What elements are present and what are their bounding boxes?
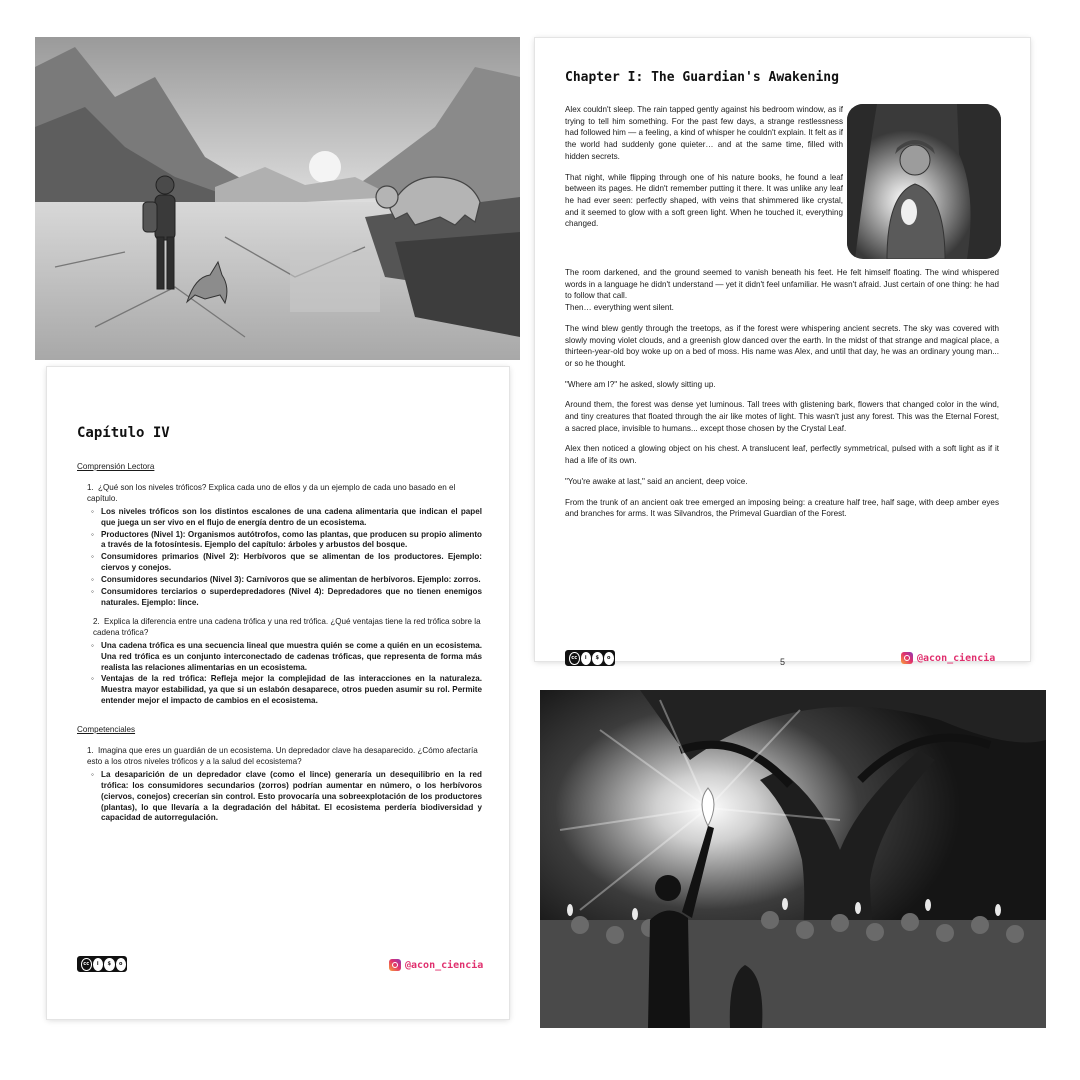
instagram-handle[interactable] [901,652,995,664]
paragraph: Alex then noticed a glowing object on his chest. A translucent leaf, perfectly symmetrical, pulsed with a soft light as if it had a life of its own. [565,444,999,466]
handle-text: @acon_ciencia [405,959,484,971]
section-heading-skills: Competenciales [77,725,136,735]
chapter-title: Chapter I: The Guardian's Awakening [565,70,839,85]
cc-by-nc-sa-icon: cc i $ o [77,956,127,972]
question [77,483,482,505]
answer-list [77,507,482,609]
answer-item: ◦ Ventajas de la red trófica: Refleja mejor la complejidad de las interacciones en la naturaleza. Muestra mayor estabilidad, ya que si un eslabón desaparece, otros pueden asumir su rol. Permite entender mejor el impacto de cambios en el ecosistema. [93,674,482,707]
section-heading-reading: Comprensión Lectora [77,462,155,471]
paragraph: The room darkened, and the ground seemed to vanish beneath his feet. He felt himself floating. The wind whispered words in a language he didn't understand — yet it didn't feel unfamiliar. He wasn't afraid. Just certain of one thing: he had to follow that call. [565,268,999,301]
question-number: 1. [87,746,94,756]
paragraph: Around them, the forest was dense yet luminous. Tall trees with glistening bark, flowers that changed color in the wind, and tiny creatures that floated through the air like motes of light. This wasn't just any forest. This was the Eternal Forest, a sacred place, invisible to humans... except those chosen by the Crystal Leaf. [565,400,999,433]
question-number: 2. [93,616,100,626]
answer-item: ◦ La desaparición de un depredador clave (como el lince) generaría un desequilibrio en la red trófica: los consumidores secundarios (zorros) podrían aumentar en número, o los herbívoros (ciervos, conejos) crecerían sin control. Esto provocaría una sobreexplotación de los productores (plantas), lo que llevaría a la degradación del hábitat. El ecosistema perdería biodiversidad y capacidad de autorregulación. [93,770,482,825]
instagram-icon [389,959,401,971]
handle-text: @acon_ciencia [917,652,996,664]
chapter-body [565,267,999,529]
paragraph: That night, while flipping through one of his nature books, he found a leaf between its pages. He didn't remember putting it there. It was unlike any leaf he had ever seen: perfectly shaped, with veins that shimmered like crystal, and it seemed to glow with a soft green light. When he touched it, everything changed. [565,172,843,229]
page-number: 5 [780,657,786,667]
question-text: ¿Qué son los niveles tróficos? Explica cada uno de ellos y da un ejemplo de cada uno basado en el capítulo. [87,482,456,503]
paragraph: "You're awake at last," said an ancient, deep voice. [565,476,748,486]
paragraph: Then… everything went silent. [565,303,674,313]
answer-item: ◦ Consumidores terciarios o superdepredadores (Nivel 4): Depredadores que no tienen enemigos naturales. Ejemplo: lince. [93,587,482,609]
chapter-one-page [535,38,1030,667]
answer-list [77,770,482,825]
answer-item: ◦ Productores (Nivel 1): Organismos autótrofos, como las plantas, que producen su propio alimento a través de la fotosíntesis. Ejemplo del capítulo: árboles y arbustos del bosque. [93,530,482,552]
forest-gathering-illustration [540,690,1046,1028]
answer-item: ◦ Consumidores secundarios (Nivel 3): Carnívoros que se alimentan de herbívoros. Ejemplo: zorros. [93,575,482,586]
answer-item: ◦ Los niveles tróficos son los distintos escalones de una cadena alimentaria que indican el papel que juega un ser vivo en el flujo de energía dentro de un ecosistema. [93,507,482,529]
answer-item: ◦ Una cadena trófica es una secuencia lineal que muestra quién se come a quién en un ecosistema. Una red trófica es un conjunto interconectado de cadenas tróficas, que representa de forma más realista las relaciones alimentarias en un ecosistema. [93,641,482,674]
answer-list [77,641,482,707]
instagram-icon [901,652,913,664]
paragraph: "Where am I?" he asked, slowly sitting up. [565,379,716,389]
paragraph: From the trunk of an ancient oak tree emerged an imposing being: a creature half tree, half sage, with deep amber eyes and branches for arms. It was Silvandros, the Primeval Guardian of the Forest. [565,497,999,519]
chapter-title: Capítulo IV [77,425,170,441]
mountain-bear-illustration [35,37,520,360]
question-number: 1. [87,482,94,492]
answer-item: ◦ Consumidores primarios (Nivel 2): Herbívoros que se alimentan de los productores. Ejemplo: ciervos y conejos. [93,552,482,574]
question-text: Explica la diferencia entre una cadena trófica y una red trófica. ¿Qué ventajas tiene la red trófica sobre la cadena trófica? [93,616,481,637]
question [77,617,482,639]
paragraph: Alex couldn't sleep. The rain tapped gently against his bedroom window, as if trying to tell him something. For the past few days, a strange restlessness had followed him — a feeling, a kind of whisper he couldn't explain. It felt as if the world had suddenly gone quieter… and at the same time, filled with hidden secrets. [565,105,843,161]
instagram-handle[interactable] [389,959,483,971]
cc-by-nc-sa-icon: cc i $ o [565,650,615,666]
paragraph: The wind blew gently through the treetops, as if the forest were whispering ancient secrets. The sky was covered with slowly moving violet clouds, and a greenish glow danced over the earth. In the midst of that strange and magical place, a thirteen-year-old boy woke up on a bed of moss. His name was Alex, and until that day, he was an ordinary young man... or so he thought. [565,323,999,368]
chapter-intro [565,104,843,239]
capitulo-iv-page [47,367,509,1019]
worksheet-body [77,462,482,832]
question [77,746,482,768]
boy-holding-leaf-image [847,104,1001,259]
question-text: Imagina que eres un guardián de un ecosistema. Un depredador clave ha desaparecido. ¿Cómo afectaría esto a los otros niveles tróficos y a la salud del ecosistema? [87,746,478,766]
